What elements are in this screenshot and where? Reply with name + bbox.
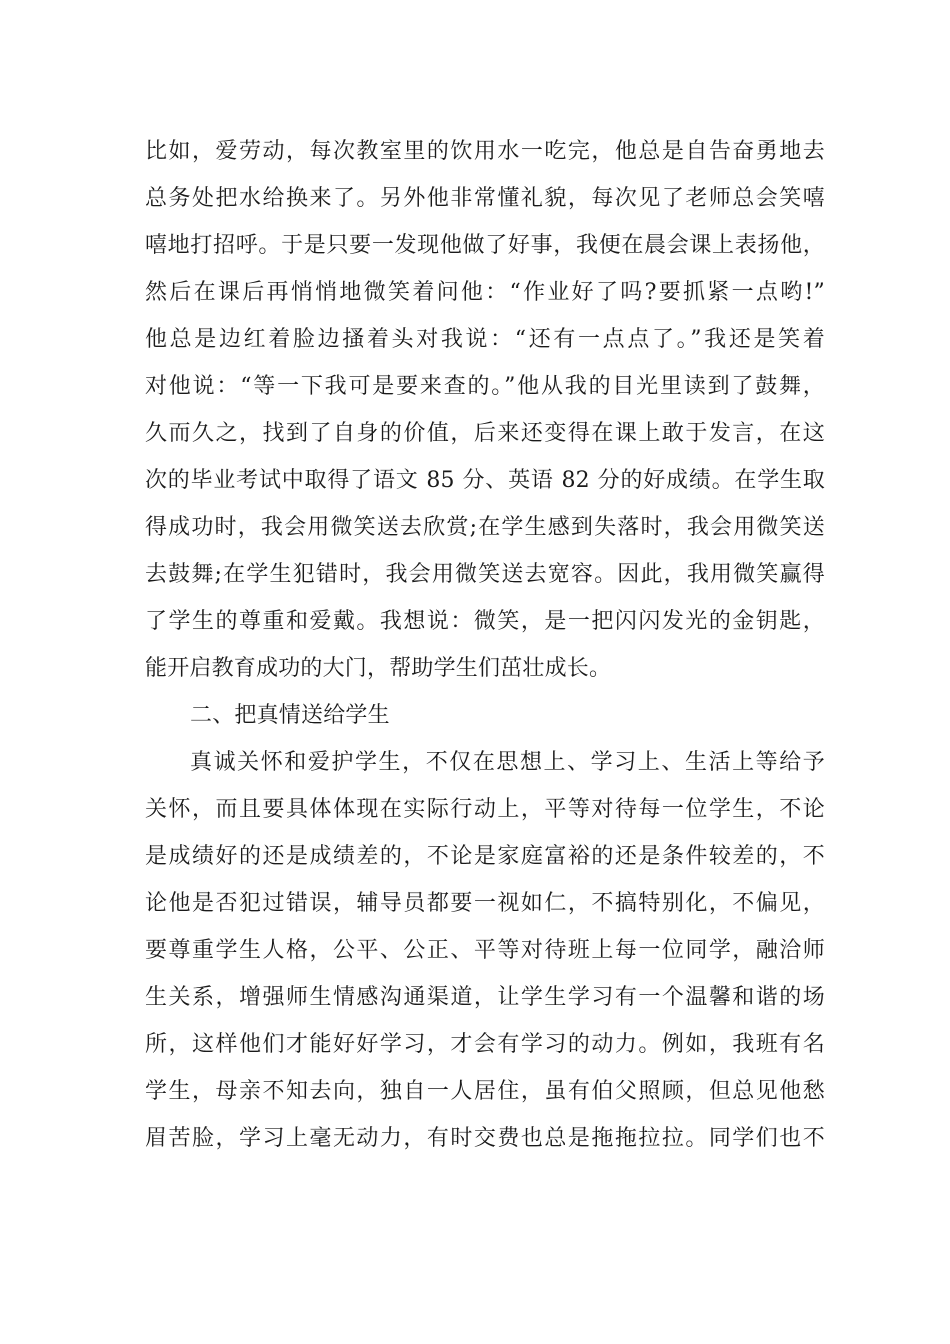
paragraph-line: 关怀，而且要具体体现在实际行动上，平等对待每一位学生，不论 <box>145 797 825 822</box>
paragraph-line: 论他是否犯过错误，辅导员都要一视如仁，不搞特别化，不偏见， <box>145 891 825 916</box>
paragraph-line: 生关系，增强师生情感沟通渠道，让学生学习有一个温馨和谐的场 <box>145 985 825 1010</box>
paragraph-line: 得成功时，我会用微笑送去欣赏;在学生感到失落时，我会用微笑送 <box>145 515 825 540</box>
paragraph-line: 能开启教育成功的大门，帮助学生们茁壮成长。 <box>145 656 612 681</box>
paragraph-line: 总务处把水给换来了。另外他非常懂礼貌，每次见了老师总会笑嘻 <box>145 186 825 211</box>
paragraph-line: 了学生的尊重和爱戴。我想说：微笑，是一把闪闪发光的金钥匙， <box>145 609 825 634</box>
paragraph-line: 真诚关怀和爱护学生，不仅在思想上、学习上、生活上等给予 <box>190 750 825 775</box>
paragraph-line: 要尊重学生人格，公平、公正、平等对待班上每一位同学，融洽师 <box>145 938 825 963</box>
paragraph-line: 去鼓舞;在学生犯错时，我会用微笑送去宽容。因此，我用微笑赢得 <box>145 562 825 587</box>
paragraph-line: 嘻地打招呼。于是只要一发现他做了好事，我便在晨会课上表扬他， <box>145 233 825 258</box>
paragraph-line: 所，这样他们才能好好学习，才会有学习的动力。例如，我班有名 <box>145 1032 825 1057</box>
paragraph-line: 比如，爱劳动，每次教室里的饮用水一吃完，他总是自告奋勇地去 <box>145 139 825 164</box>
paragraph-line: 然后在课后再悄悄地微笑着问他：“作业好了吗?要抓紧一点哟!” <box>145 280 825 305</box>
paragraph-line: 对他说：“等一下我可是要来查的。”他从我的目光里读到了鼓舞， <box>145 374 825 399</box>
paragraph-line: 眉苦脸，学习上毫无动力，有时交费也总是拖拖拉拉。同学们也不 <box>145 1126 825 1151</box>
paragraph-line: 是成绩好的还是成绩差的，不论是家庭富裕的还是条件较差的，不 <box>145 844 825 869</box>
section-heading: 二、把真情送给学生 <box>190 703 390 728</box>
paragraph-line: 次的毕业考试中取得了语文 85 分、英语 82 分的好成绩。在学生取 <box>145 468 825 493</box>
paragraph-line: 久而久之，找到了自身的价值，后来还变得在课上敢于发言，在这 <box>145 421 825 446</box>
paragraph-line: 学生，母亲不知去向，独自一人居住，虽有伯父照顾，但总见他愁 <box>145 1079 825 1104</box>
paragraph-line: 他总是边红着脸边搔着头对我说：“还有一点点了。”我还是笑着 <box>145 327 825 352</box>
